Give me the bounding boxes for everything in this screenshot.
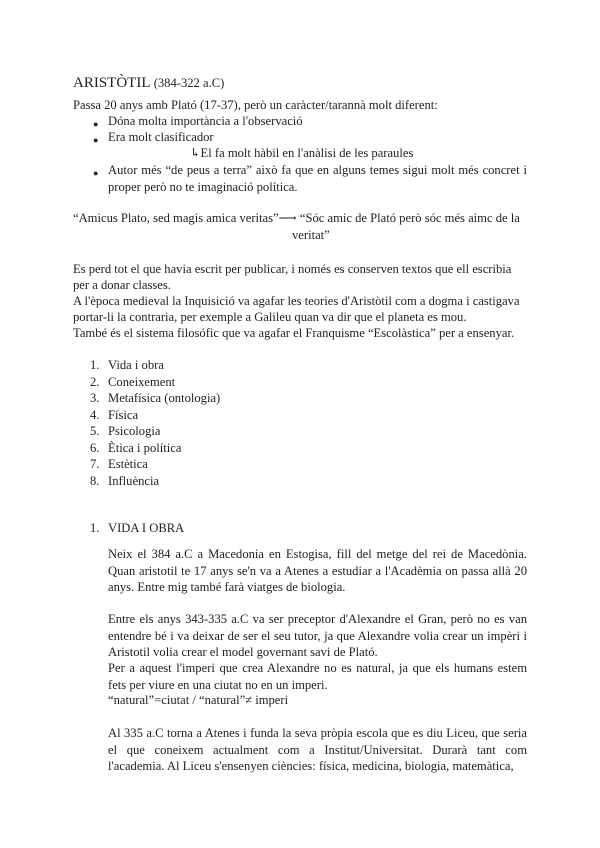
bullet-dot-icon: ● <box>93 168 99 178</box>
paragraph1-line3: A l'època medieval la Inquisició va agafar les teories d'Aristòtil com a dogma i castigava <box>73 294 520 308</box>
section-paragraph-4: Al 335 a.C torna a Atenes i funda la seva pròpia escola que es diu Liceu, que seria el que coneixem actualment com a Institut/Universitat. Durarà tant com l'academia. Al Liceu s'ensenyen ciències: física, medicina, biologia, matemàtica, <box>108 726 527 773</box>
arrow-icon: ⟶ <box>278 211 297 225</box>
quote-latin: “Amicus Plato, sed magis amica veritas” <box>73 211 279 225</box>
paragraph1-line1: Es perd tot el que havia escrit per publicar, i només es conserven textos que ell escribia <box>73 262 512 276</box>
section-paragraph-1: Neix el 384 a.C a Macedonia en Estogisa, fill del metge del rei de Macedònia. Quan aristotil te 17 anys se'n va a Atenes a estudiar a l'Acadèmia on passa allà 20 anys. Entre mig també farà viatges de biologia. <box>108 547 527 594</box>
natural-formula: “natural”=ciutat / “natural”≠ imperi <box>108 693 289 707</box>
section-heading: VIDA I OBRA <box>108 521 185 535</box>
paragraph1-line4: portar-li la contraria, per exemple a Galileu quan va dir que el planeta es mou. <box>73 310 467 324</box>
paragraph1-line5: També és el sistema filosófic que va agafar el Franquisme “Escolàstica” per a ensenyar. <box>73 326 515 340</box>
bullet-dot-icon: ● <box>93 119 99 129</box>
quote-line <box>73 210 520 227</box>
bullet-item-2: Era molt clasificador <box>108 130 214 144</box>
title-name: ARISTÒTIL <box>73 75 150 91</box>
section-number: 1. <box>90 521 100 535</box>
quote-translation-2: veritat” <box>292 228 330 242</box>
section-paragraph-2: Entre els anys 343-335 a.C va ser preceptor d'Alexandre el Gran, però no es van entendre bé i va deixar de ser el seu tutor, ja que Alexandre volia crear un impèri i Aristotil volia crear el model governant savi de Plató. <box>108 612 527 659</box>
section-paragraph-3: Per a aquest l'imperi que crea Alexandre no es natural, ja que els humans estem fets per viure en una ciutat no en un imperi. <box>108 661 527 692</box>
bullet-item-1: Dóna molta importància a l'observació <box>108 114 303 128</box>
bullet-item-3: Autor més “de peus a terra” això fa que en alguns temes sigui molt més concret i proper però no te imaginació política. <box>108 163 527 194</box>
page-title <box>73 74 224 92</box>
document-page: ARISTÒTIL (384-322 a.C) Passa 20 anys amb Plató (17-37), però un caràcter/tarannà molt diferent: ● Dóna molta importància a l'observació ● Era molt clasificador ↳El fa molt hàbil en l'anàlisi de les paraules ● Autor més “de peus a terra” això fa que en alguns temes sigui molt més concret i proper però no te imaginació política. “Amicus Plato, sed magis amica veritas”⟶ “Sóc amic de Plató però sóc més aimc de la veritat” Es perd tot el que havia escrit per publicar, i només es conserven textos que ell escribia per a donar classes. A l'època medieval la Inquisició va agafar les teories d'Aristòtil com a dogma i castigava portar-li la contraria, per exemple a Galileu quan va dir que el planeta es mou. També és el sistema filosófic que va agafar el Franquisme “Escolàstica” per a ensenyar. 1. Vida i obra 2. Coneixement 3. Metafísica (ontologia) 4. Física 5. Psicologia 6. Ètica i política 7. Estètica 8. Influència 1. VIDA I OBRA Neix el 384 a.C a Macedonia en Estogisa, fill del metge del rei de Macedònia. Quan aristotil te 17 anys se'n va a Atenes a estudiar a l'Acadèmia on passa allà 20 anys. Entre mig també farà viatges de biologia. Entre els anys 343-335 a.C va ser preceptor d'Alexandre el Gran, però no es van entendre bé i va deixar de ser el seu tutor, ja que Alexandre volia crear un impèri i Aristotil volia crear el model governant savi de Plató. Per a aquest l'imperi que crea Alexandre no es natural, ja que els humans estem fets per viure en una ciutat no en un imperi. “natural”=ciutat / “natural”≠ imperi Al 335 a.C torna a Atenes i funda la seva pròpia escola que es diu Liceu, que seria el que coneixem actualment com a Institut/Universitat. Durarà tant com l'academia. Al Liceu s'ensenyen ciències: física, medicina, biologia, matemàtica, <box>73 75 527 773</box>
paragraph1-line2: per a donar classes. <box>73 278 171 292</box>
bullet-dot-icon: ● <box>93 135 99 145</box>
sub-note: ↳El fa molt hàbil en l'anàlisi de les paraules <box>190 146 414 160</box>
quote-translation-1: “Sóc amic de Plató però sóc més aimc de la <box>299 211 520 225</box>
title-dates: (384-322 a.C) <box>153 76 225 90</box>
intro-line: Passa 20 anys amb Plató (17-37), però un caràcter/tarannà molt diferent: <box>73 98 438 112</box>
